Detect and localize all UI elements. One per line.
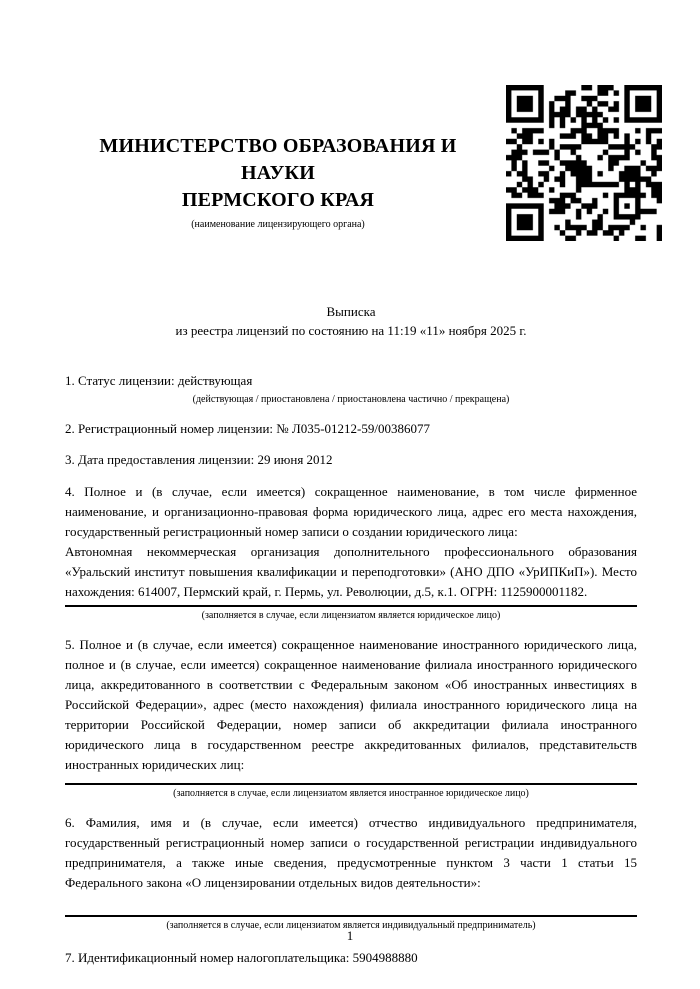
license-item-legal-entity: [65, 482, 637, 622]
fill-in-line: [65, 605, 637, 607]
document-title-line1: Выписка: [326, 304, 376, 319]
licensing-authority-header: [62, 133, 494, 231]
registration-number-text: 2. Регистрационный номер лицензии: № Л035-01212-59/00386077: [65, 421, 431, 436]
document-content: [65, 302, 637, 968]
legal-entity-label: 4. Полное и (в случае, если имеется) сокращенное наименование, в том числе фирменное наименование, и организационно-правовая форма юридического лица, адрес его места нахождения, государственный регистрационный номер записи о создании юридического лица:: [65, 484, 637, 539]
foreign-entity-caption: (заполняется в случае, если лицензиатом является иностранное юридическое лицо): [173, 788, 529, 799]
ministry-name-line1: МИНИСТЕРСТВО ОБРАЗОВАНИЯ И НАУКИ: [99, 135, 457, 184]
fill-in-line: [65, 783, 637, 785]
license-item-foreign-entity: [65, 635, 637, 800]
taxpayer-number-text: 7. Идентификационный номер налогоплательщика: 5904988880: [65, 950, 418, 965]
grant-date-text: 3. Дата предоставления лицензии: 29 июня 2012: [65, 452, 333, 467]
license-item-individual-entrepreneur: [65, 813, 637, 932]
qr-code-icon: [506, 85, 662, 241]
license-item-registration-number: [65, 419, 637, 439]
license-status-text: 1. Статус лицензии: действующая: [65, 373, 253, 388]
license-item-taxpayer-number: [65, 948, 637, 968]
document-title-line2: из реестра лицензий по состоянию на 11:19 «11» ноября 2025 г.: [175, 323, 527, 338]
license-item-grant-date: [65, 450, 637, 470]
ministry-name-line2: ПЕРМСКОГО КРАЯ: [181, 189, 375, 211]
foreign-entity-label: 5. Полное и (в случае, если имеется) сокращенное наименование иностранного юридического лица, полное и (в случае, если имеется) сокращенное наименование филиала иностранного юридического лица, аккредитованного в соответствии с Федеральным законом «Об иностранных инвестициях в Российской Федерации», адрес (место нахождения) филиала иностранного юридического лица на территории Российской Федерации, номер записи об аккредитации филиала иностранного юридического лица в государственном реестре аккредитованных филиалов, представительств иностранных юридических лиц:: [65, 637, 637, 772]
document-title: [65, 302, 637, 340]
individual-entrepreneur-label: 6. Фамилия, имя и (в случае, если имеется) отчество индивидуального предпринимателя, государственный регистрационный номер записи о государственной регистрации индивидуального предпринимателя, а также иные сведения, предусмотренные пунктом 3 части 1 статьи 15 Федерального закона «О лицензировании отдельных видов деятельности»:: [65, 815, 637, 890]
fill-in-line: [65, 915, 637, 917]
license-status-caption: (действующая / приостановлена / приостановлена частично / прекращена): [192, 394, 510, 405]
ministry-caption: (наименование лицензирующего органа): [191, 219, 365, 230]
license-item-status: [65, 371, 637, 406]
legal-entity-value: Автономная некоммерческая организация дополнительного профессионального образования «Уральский институт повышения квалификации и переподготовки» (АНО ДПО «УрИПКиП»). Место нахождения: 614007, Пермский край, г. Пермь, ул. Революции, д.5, к.1. ОГРН: 1125900001182.: [65, 544, 637, 599]
page-number: 1: [346, 928, 354, 943]
qr-code: [506, 85, 662, 241]
individual-entrepreneur-caption: (заполняется в случае, если лицензиатом является индивидуальный предприниматель): [166, 920, 536, 931]
legal-entity-caption: (заполняется в случае, если лицензиатом является юридическое лицо): [201, 610, 501, 621]
